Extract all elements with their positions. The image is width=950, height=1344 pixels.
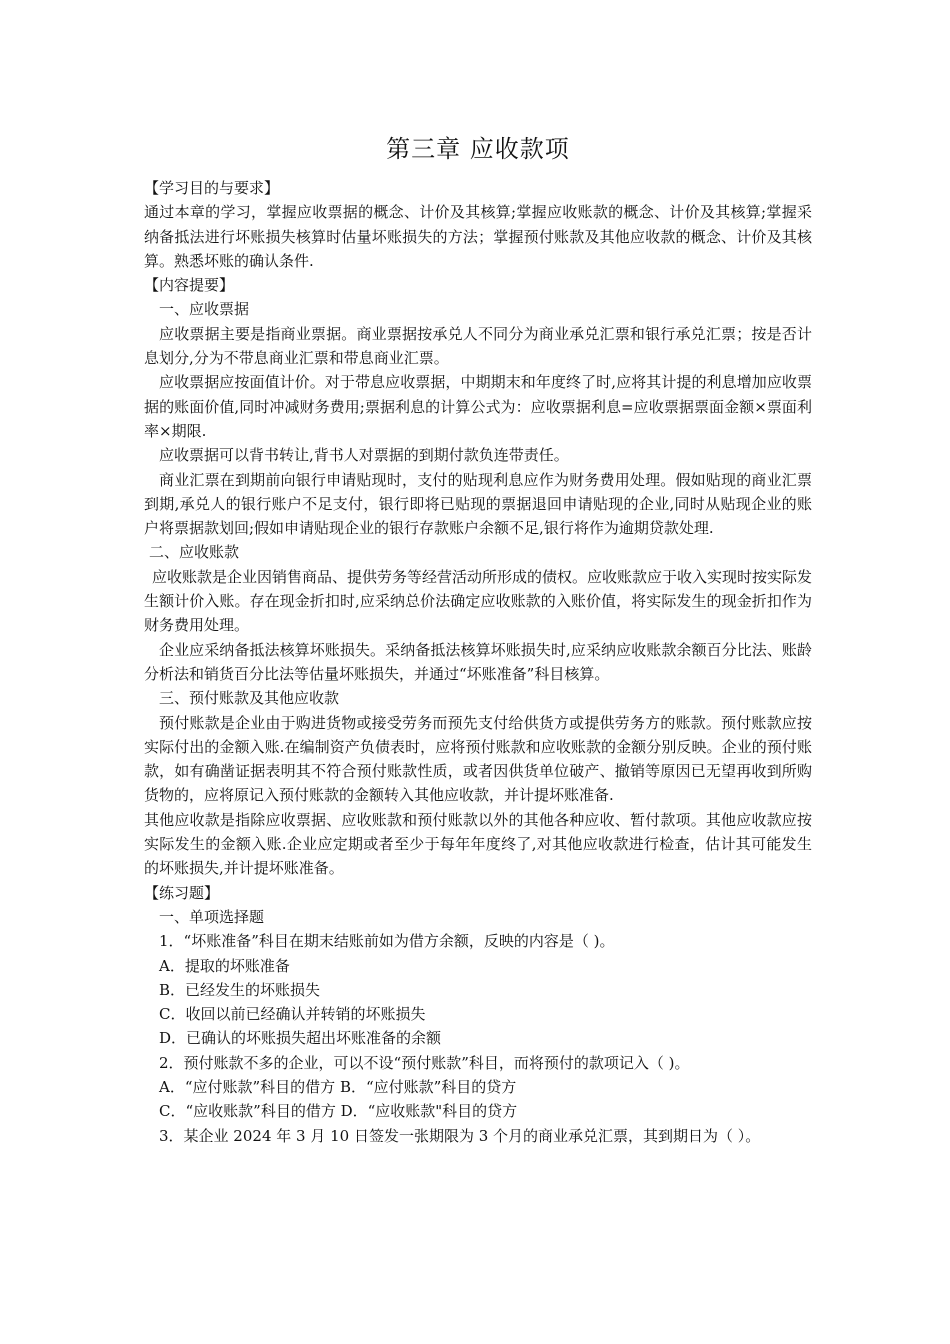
question-3: 3．某企业 2024 年 3 月 10 日签发一张期限为 3 个月的商业承兑汇票，其到期日为（ ）。 [159,1126,761,1145]
paragraph: 应收票据可以背书转让,背书人对票据的到期付款负连带责任。 [159,446,569,465]
section-heading-exercise: 【练习题】 [144,883,220,902]
subsection-title-prepayments: 三、预付账款及其他应收款 [159,689,340,708]
paragraph: 商业汇票在到期前向银行申请贴现时，支付的贴现利息应作为财务费用处理。假如贴现的商业汇票到期,承兑人的银行账户不足支付，银行即将已贴现的票据退回申请贴现的企业,同时从贴现企业的账户将票据款划回;假如申请贴现企业的银行存款账户余额不足,银行将作为逾期贷款处理. [144,470,812,538]
paragraph: 应收票据应按面值计价。对于带息应收票据，中期期末和年度终了时,应将其计提的利息增加应收票据的账面价值,同时冲减财务费用;票据利息的计算公式为：应收票据利息=应收票据票面金额×票面利率×期限. [144,373,812,440]
goal-paragraph: 通过本章的学习，掌握应收票据的概念、计价及其核算;掌握应收账款的概念、计价及其核算;掌握采纳备抵法进行坏账损失核算时估量坏账损失的方法；掌握预付账款及其他应收款的概念、计价及其核算。熟悉坏账的确认条件. [144,203,812,270]
subsection-title-notes-receivable: 一、应收票据 [159,300,250,319]
option-b: B．已经发生的坏账损失 [159,980,321,999]
paragraph: 预付账款是企业由于购进货物或接受劳务而预先支付给供货方或提供劳务方的账款。预付账款应按实际付出的金额入账.在编制资产负债表时，应将预付账款和应收账款的金额分别反映。企业的预付账款，如有确凿证据表明其不符合预付账款性质，或者因供货单位破产、撤销等原因已无望再收到所购货物的，应将原记入预付账款的金额转入其他应收款，并计提坏账准备. [144,713,812,805]
question-1: 1．“坏账准备”科目在期末结账前如为借方余额，反映的内容是（ )。 [159,932,615,951]
document-page [144,132,812,1148]
subsection-title-accounts-receivable: 二、应收账款 [149,543,240,562]
paragraph: 企业应采纳备抵法核算坏账损失。采纳备抵法核算坏账损失时,应采纳应收账款余额百分比法、账龄分析法和销货百分比法等估量坏账损失，并通过“坏账准备”科目核算。 [144,640,812,683]
option-a: A．提取的坏账准备 [159,956,290,975]
option-d: D．已确认的坏账损失超出坏账准备的余额 [159,1029,442,1048]
paragraph: 其他应收款是指除应收票据、应收账款和预付账款以外的其他各种应收、暂付款项。其他应收款应按实际发生的金额入账.企业应定期或者至少于每年年度终了,对其他应收款进行检查，估计其可能发生的坏账损失,并计提坏账准备。 [144,810,812,878]
option-c: C．收回以前已经确认并转销的坏账损失 [159,1005,426,1024]
paragraph: 应收票据主要是指商业票据。商业票据按承兑人不同分为商业承兑汇票和银行承兑汇票；按是否计息划分,分为不带息商业汇票和带息商业汇票。 [144,324,812,368]
chapter-title: 第三章 应收款项 [386,135,570,163]
options-ab: A．“应付账款”科目的借方 B．“应付账款”科目的贷方 [159,1077,517,1096]
question-2: 2．预付账款不多的企业，可以不设“预付账款”科目，而将预付的款项记入（ )。 [159,1053,690,1072]
section-heading-content: 【内容提要】 [144,276,235,295]
paragraph: 应收账款是企业因销售商品、提供劳务等经营活动所形成的债权。应收账款应于收入实现时按实际发生额计价入账。存在现金折扣时,应采纳总价法确定应收账款的入账价值，将实际发生的现金折扣作为财务费用处理。 [144,567,813,635]
section-heading-goal: 【学习目的与要求】 [144,179,280,197]
exercise-part-title: 一、单项选择题 [159,907,265,926]
options-cd: C．“应收账款”科目的借方 D．“应收账款"科目的贷方 [159,1102,518,1121]
